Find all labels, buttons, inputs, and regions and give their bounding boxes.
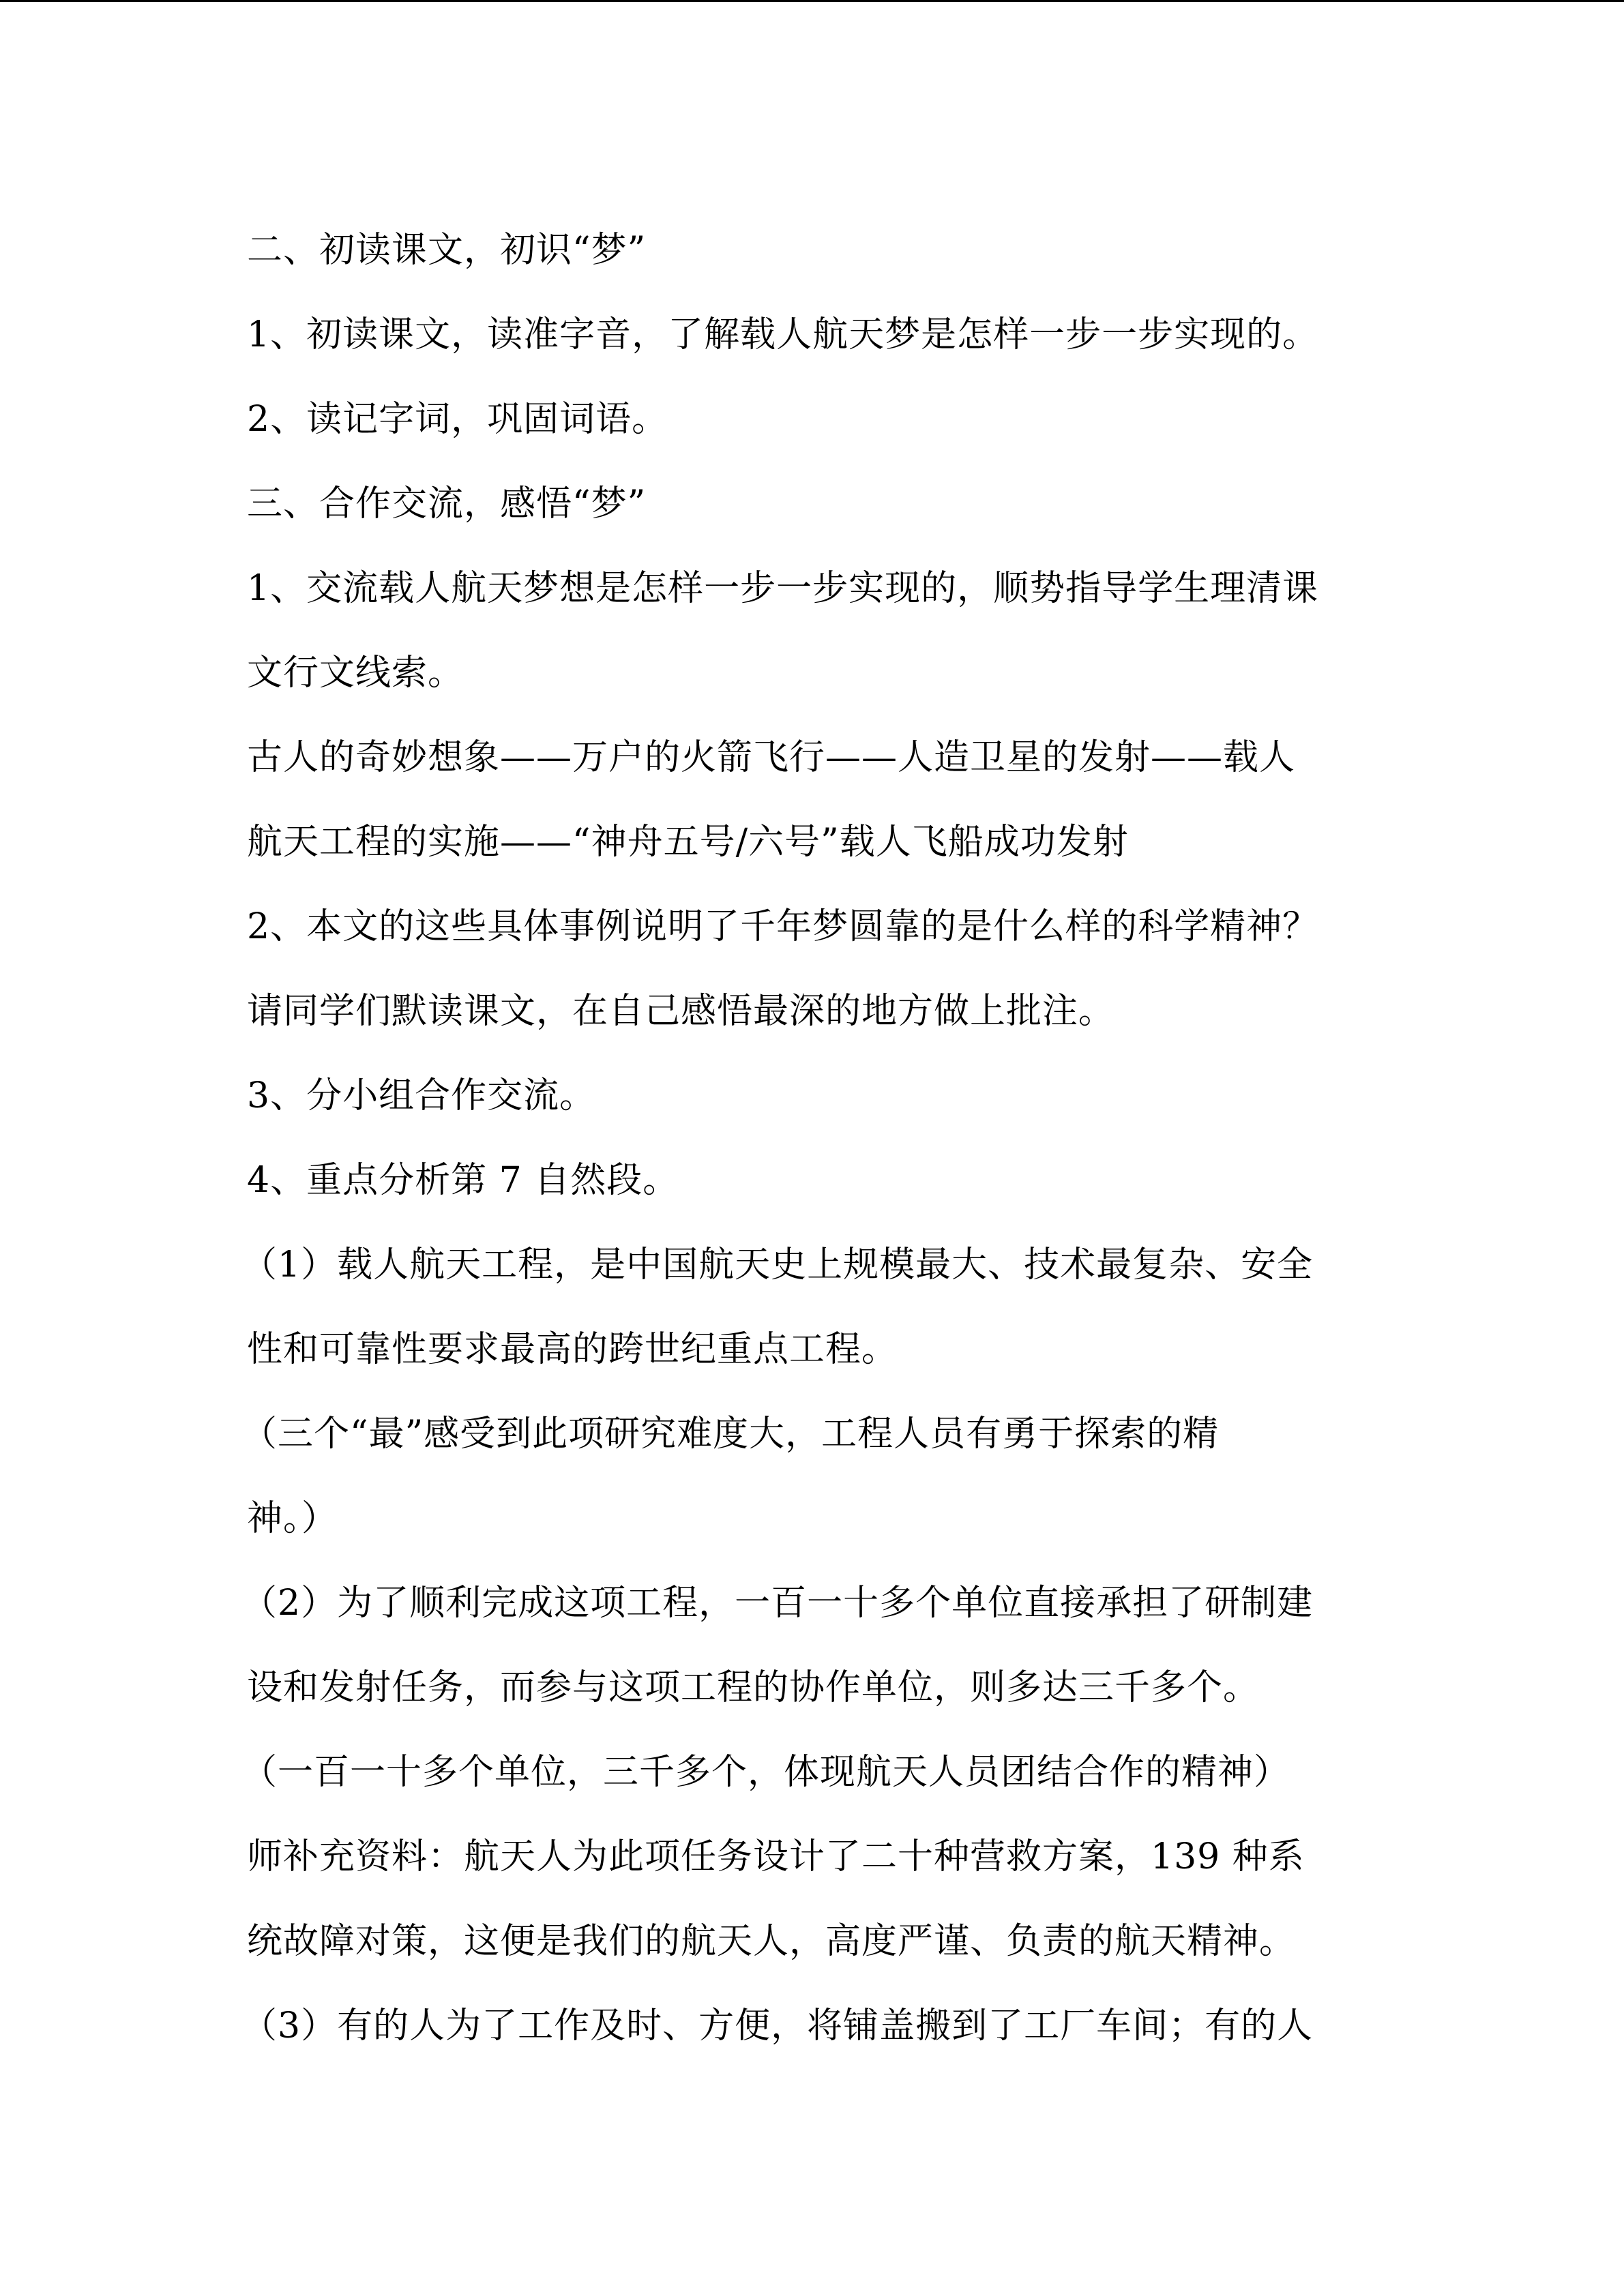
document-body: [241, 208, 1379, 2068]
text-line: 1、交流载人航天梦想是怎样一步一步实现的，顺势指导学生理清课: [247, 568, 1319, 609]
text-line: 设和发射任务，而参与这项工程的协作单位，则多达三千多个。: [247, 1667, 1260, 1708]
text-line: 航天工程的实施——“神舟五号/六号”载人飞船成功发射: [247, 822, 1129, 863]
text-line: （1）载人航天工程，是中国航天史上规模最大、技术最复杂、安全: [241, 1244, 1314, 1285]
text-line: （3）有的人为了工作及时、方便，将铺盖搬到了工厂车间；有的人: [241, 2006, 1314, 2046]
text-line: 3、分小组合作交流。: [247, 1075, 596, 1116]
text-line: 2、读记字词，巩固词语。: [247, 399, 668, 440]
text-line: 性和可靠性要求最高的跨世纪重点工程。: [247, 1329, 898, 1370]
text-line: （三个“最”感受到此项研究难度大，工程人员有勇于探索的精: [241, 1414, 1220, 1455]
text-line: 1、初读课文，读准字音，了解载人航天梦是怎样一步一步实现的。: [247, 314, 1319, 355]
text-line: 统故障对策，这便是我们的航天人，高度严谨、负责的航天精神。: [247, 1921, 1296, 1962]
text-line: 2、本文的这些具体事例说明了千年梦圆靠的是什么样的科学精神？: [247, 906, 1319, 947]
page-top-border: [0, 0, 1624, 2]
text-line: （2）为了顺利完成这项工程，一百一十多个单位直接承担了研制建: [241, 1583, 1314, 1624]
text-line: 神。）: [247, 1498, 338, 1539]
text-line: 师补充资料：航天人为此项任务设计了二十种营救方案，139 种系: [247, 1836, 1305, 1877]
text-line: （一百一十多个单位，三千多个，体现航天人员团结合作的精神）: [241, 1752, 1290, 1793]
text-line: 文行文线索。: [247, 653, 464, 694]
text-line: 4、重点分析第 7 自然段。: [247, 1160, 679, 1201]
text-line: 请同学们默读课文，在自己感悟最深的地方做上批注。: [247, 991, 1115, 1032]
section-heading-3: 三、合作交流，感悟“梦”: [247, 483, 647, 524]
text-line: 古人的奇妙想象——万户的火箭飞行——人造卫星的发射——载人: [247, 737, 1296, 778]
section-heading-2: 二、初读课文，初识“梦”: [247, 230, 647, 271]
